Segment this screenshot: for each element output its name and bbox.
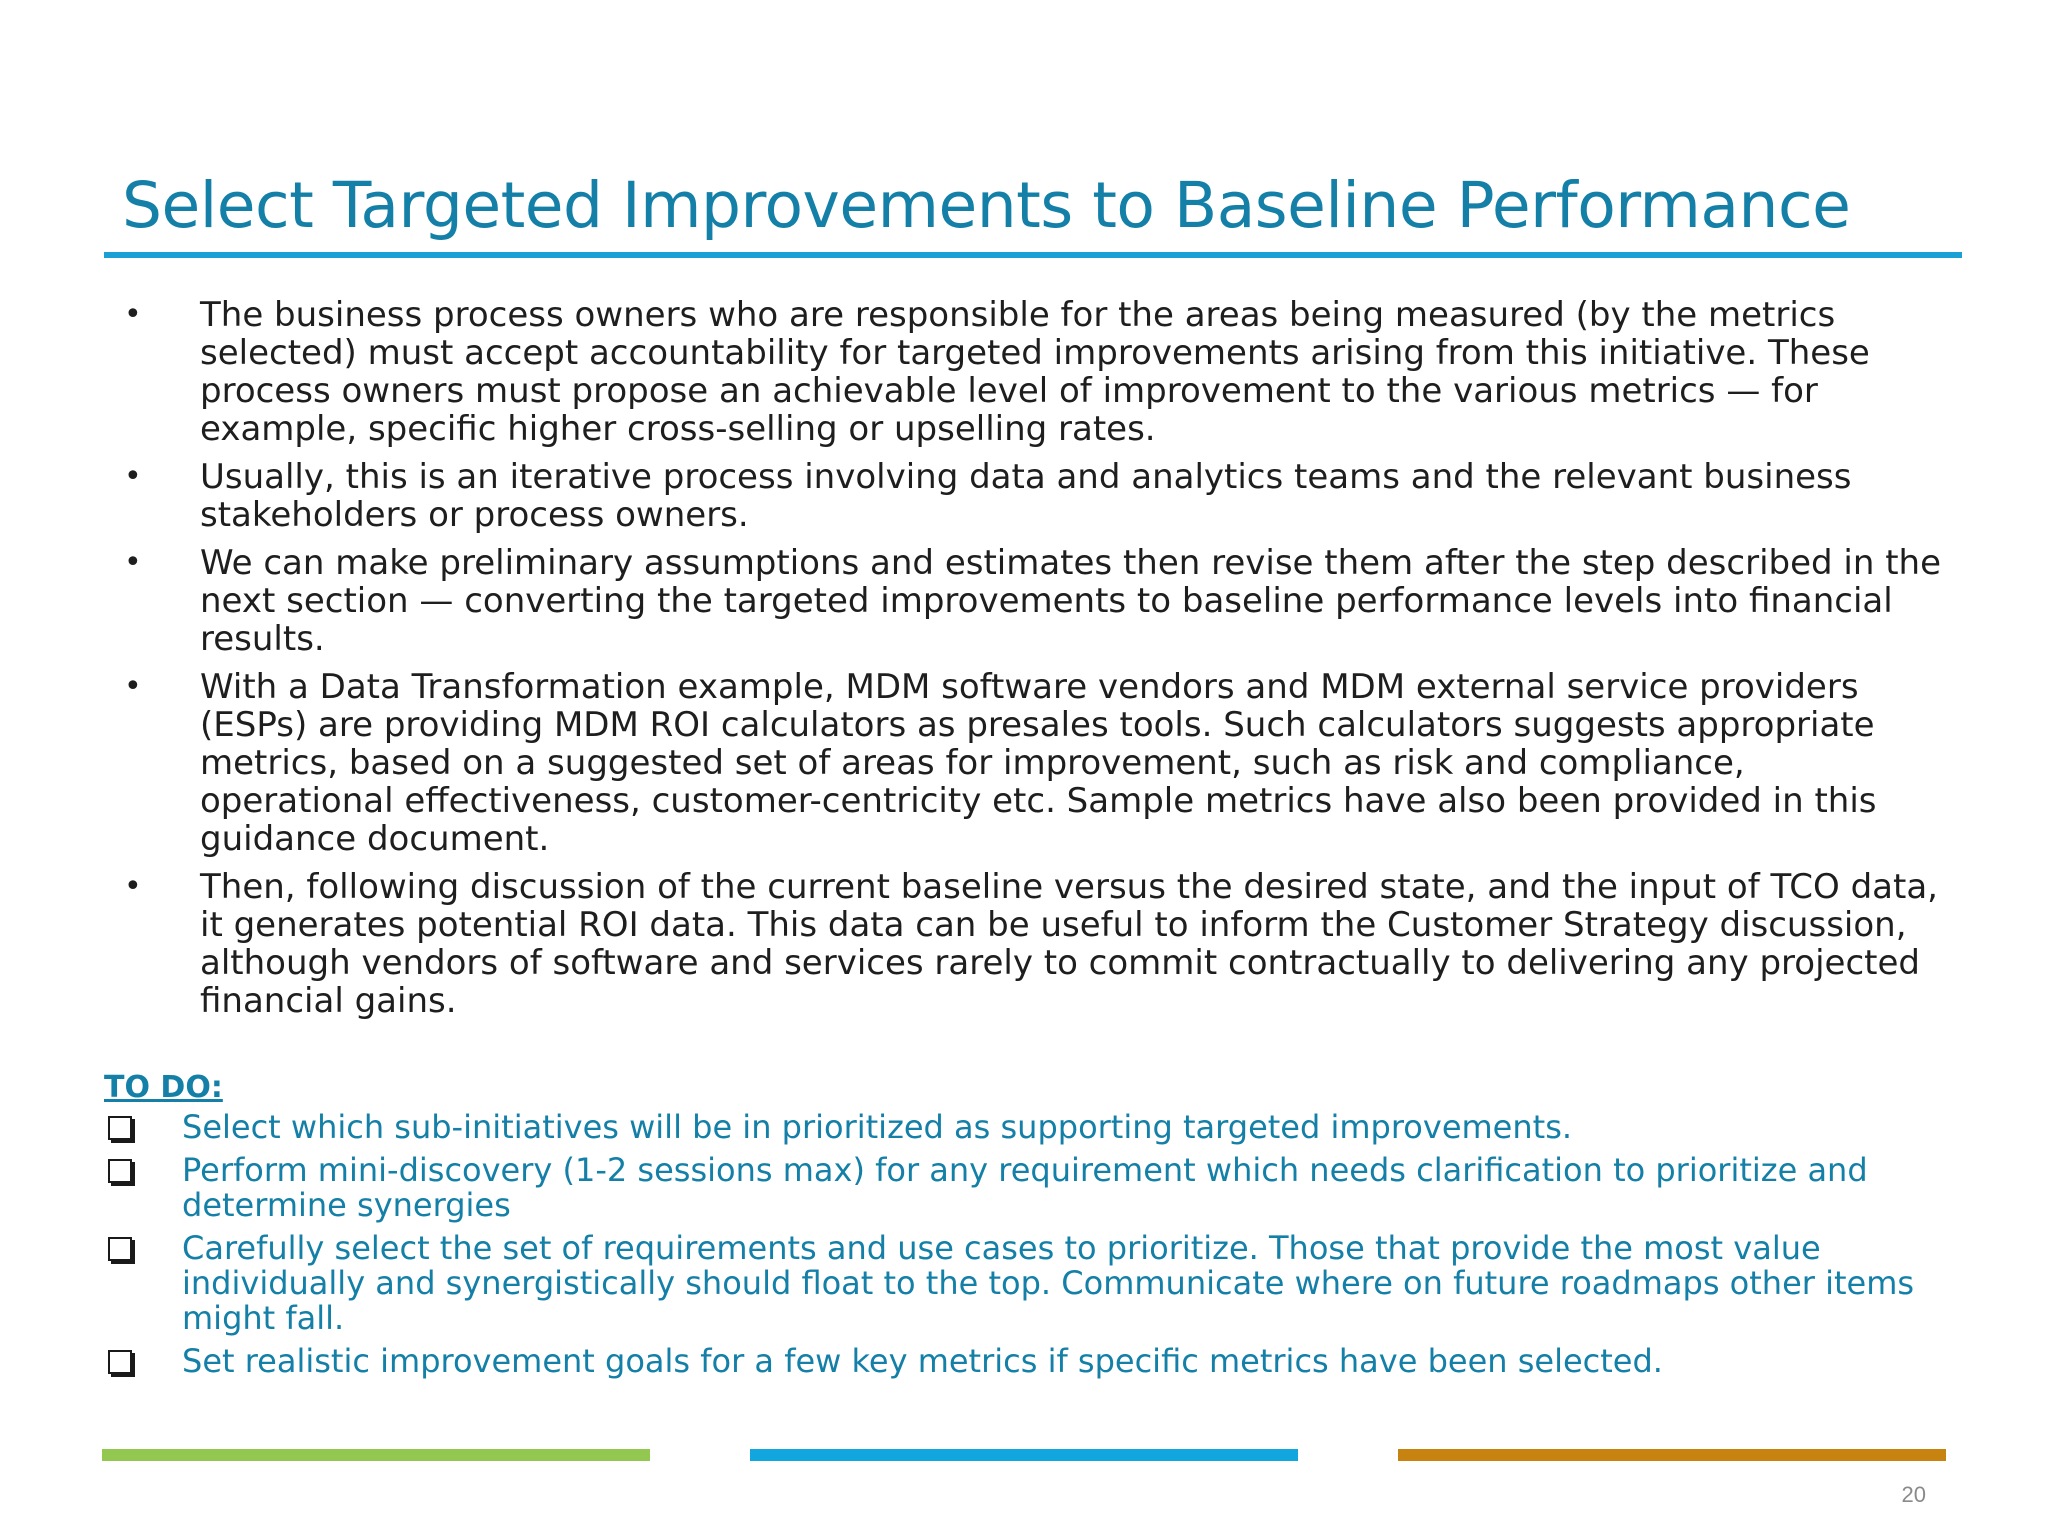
todo-item-text: Perform mini-discovery (1-2 sessions max) for any requirement which needs clarification to prioritize and determine synergies xyxy=(182,1151,1868,1224)
todo-item-text: Select which sub-initiatives will be in prioritized as supporting targeted improvements. xyxy=(182,1108,1573,1146)
checkbox-icon xyxy=(108,1237,132,1261)
todo-item xyxy=(104,1153,1964,1223)
todo-list xyxy=(104,1110,1964,1379)
todo-heading: TO DO: xyxy=(104,1070,223,1105)
todo-section xyxy=(104,1070,1964,1387)
checkbox-icon xyxy=(108,1159,132,1183)
todo-item xyxy=(104,1231,1964,1336)
bullet-text: We can make preliminary assumptions and estimates then revise them after the step described in the next section — converting the targeted improvements to baseline performance levels into financial results. xyxy=(200,543,1942,659)
title-underline xyxy=(104,252,1962,258)
bullet-dot-icon: • xyxy=(124,459,142,494)
bullet-dot-icon: • xyxy=(124,669,142,704)
bullet-item xyxy=(122,868,1942,1020)
todo-item-text: Carefully select the set of requirements and use cases to prioritize. Those that provide the most value individually and synergistically should float to the top. Communicate where on future roadmaps other items might fall. xyxy=(182,1229,1915,1337)
bullet-text: Usually, this is an iterative process involving data and analytics teams and the relevant business stakeholders or process owners. xyxy=(200,457,1852,535)
todo-item xyxy=(104,1110,1964,1145)
checkbox-icon xyxy=(108,1116,132,1140)
bullet-item xyxy=(122,458,1942,534)
bullet-list xyxy=(122,296,1942,1030)
todo-item-text: Set realistic improvement goals for a few key metrics if specific metrics have been selected. xyxy=(182,1342,1663,1380)
bullet-dot-icon: • xyxy=(124,869,142,904)
footer-bar-orange xyxy=(1398,1449,1946,1461)
todo-item xyxy=(104,1344,1964,1379)
bullet-dot-icon: • xyxy=(124,297,142,332)
slide-title: Select Targeted Improvements to Baseline Performance xyxy=(122,169,1851,242)
bullet-item xyxy=(122,544,1942,658)
footer-bar-blue xyxy=(750,1449,1298,1461)
bullet-text: Then, following discussion of the current baseline versus the desired state, and the input of TCO data, it generates potential ROI data. This data can be useful to inform the Customer Strategy discussion, although vendors of software and services rarely to commit contractually to delivering any projected financial gains. xyxy=(200,867,1938,1021)
footer-bar-green xyxy=(102,1449,650,1461)
bullet-text: The business process owners who are responsible for the areas being measured (by the metrics selected) must accept accountability for targeted improvements arising from this initiative. These process owners must propose an achievable level of improvement to the various metrics — for example, specific higher cross-selling or upselling rates. xyxy=(200,295,1870,449)
bullet-item xyxy=(122,296,1942,448)
bullet-item xyxy=(122,668,1942,858)
page-number: 20 xyxy=(1901,1482,1926,1507)
bullet-text: With a Data Transformation example, MDM software vendors and MDM external service providers (ESPs) are providing MDM ROI calculators as presales tools. Such calculators suggests appropriate metrics, based on a suggested set of areas for improvement, such as risk and compliance, operational effectiveness, customer-centricity etc. Sample metrics have also been provided in this guidance document. xyxy=(200,667,1877,859)
checkbox-icon xyxy=(108,1350,132,1374)
bullet-dot-icon: • xyxy=(124,545,142,580)
